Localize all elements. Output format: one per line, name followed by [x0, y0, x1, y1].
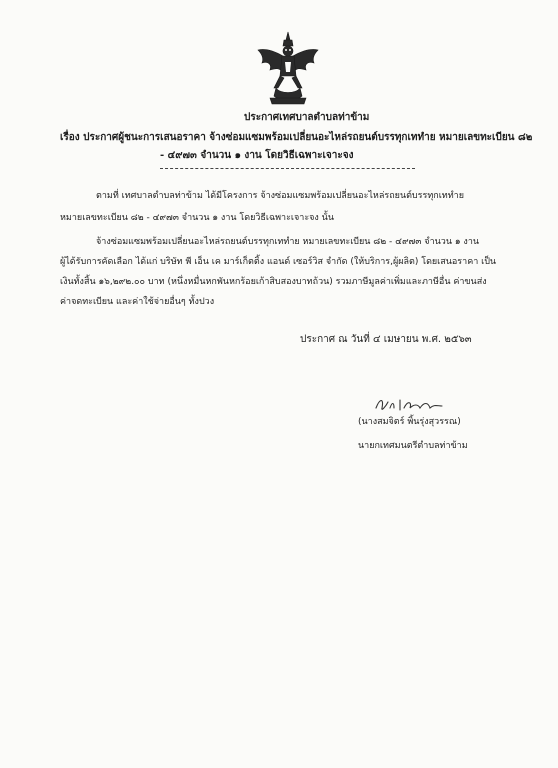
paragraph-2-line-3: เงินทั้งสิ้น ๑๖,๒๙๒.๐๐ บาท (หนึ่งหมื่นหกพันหกร้อยเก้าสิบสองบาทถ้วน) รวมภาษีมูลค่าเพิ่มและภาษีอื่น ค่าขนส่ง	[60, 277, 487, 287]
subject-line-2: - ๔๙๗๓ จำนวน ๑ งาน โดยวิธีเฉพาะเจาะจง	[160, 150, 354, 161]
dashed-divider	[160, 168, 415, 169]
paragraph-1-line-2: หมายเลขทะเบียน ๘๒ - ๔๙๗๓ จำนวน ๑ งาน โดยวิธีเฉพาะเจาะจง นั้น	[60, 213, 334, 223]
signatory-name: (นางสมจิตร์ พิ้นรุ่งสุวรรณ)	[358, 417, 461, 427]
page-title: ประกาศเทศบาลตำบลท่าข้าม	[244, 112, 370, 123]
subject-line-1: เรื่อง ประกาศผู้ชนะการเสนอราคา จ้างซ่อมแซมพร้อมเปลี่ยนอะไหล่รถยนต์บรรทุกเททำย หมายเลขทะเบียน ๘๒	[60, 132, 533, 143]
paragraph-2-line-2: ผู้ได้รับการคัดเลือก ได้แก่ บริษัท พี เอ็น เค มาร์เก็ตติ้ง แอนด์ เซอร์วิส จำกัด (ให้บริการ,ผู้ผลิต) โดยเสนอราคา เป็น	[60, 257, 497, 267]
paragraph-2-line-4: ค่าจดทะเบียน และค่าใช้จ่ายอื่นๆ ทั้งปวง	[60, 297, 215, 307]
paragraph-1-line-1: ตามที่ เทศบาลตำบลท่าข้าม ได้มีโครงการ จ้างซ่อมแซมพร้อมเปลี่ยนอะไหล่รถยนต์บรรทุกเททำย	[96, 191, 464, 201]
signatory-position: นายกเทศมนตรีตำบลท่าข้าม	[358, 441, 468, 451]
handwritten-signature	[372, 394, 446, 416]
paragraph-2-line-1: จ้างซ่อมแซมพร้อมเปลี่ยนอะไหล่รถยนต์บรรทุกเททำย หมายเลขทะเบียน ๘๒ - ๔๙๗๓ จำนวน ๑ งาน	[96, 237, 480, 247]
announcement-date: ประกาศ ณ วันที่ ๔ เมษายน พ.ศ. ๒๕๖๓	[300, 334, 472, 345]
garuda-emblem-icon	[256, 30, 320, 106]
